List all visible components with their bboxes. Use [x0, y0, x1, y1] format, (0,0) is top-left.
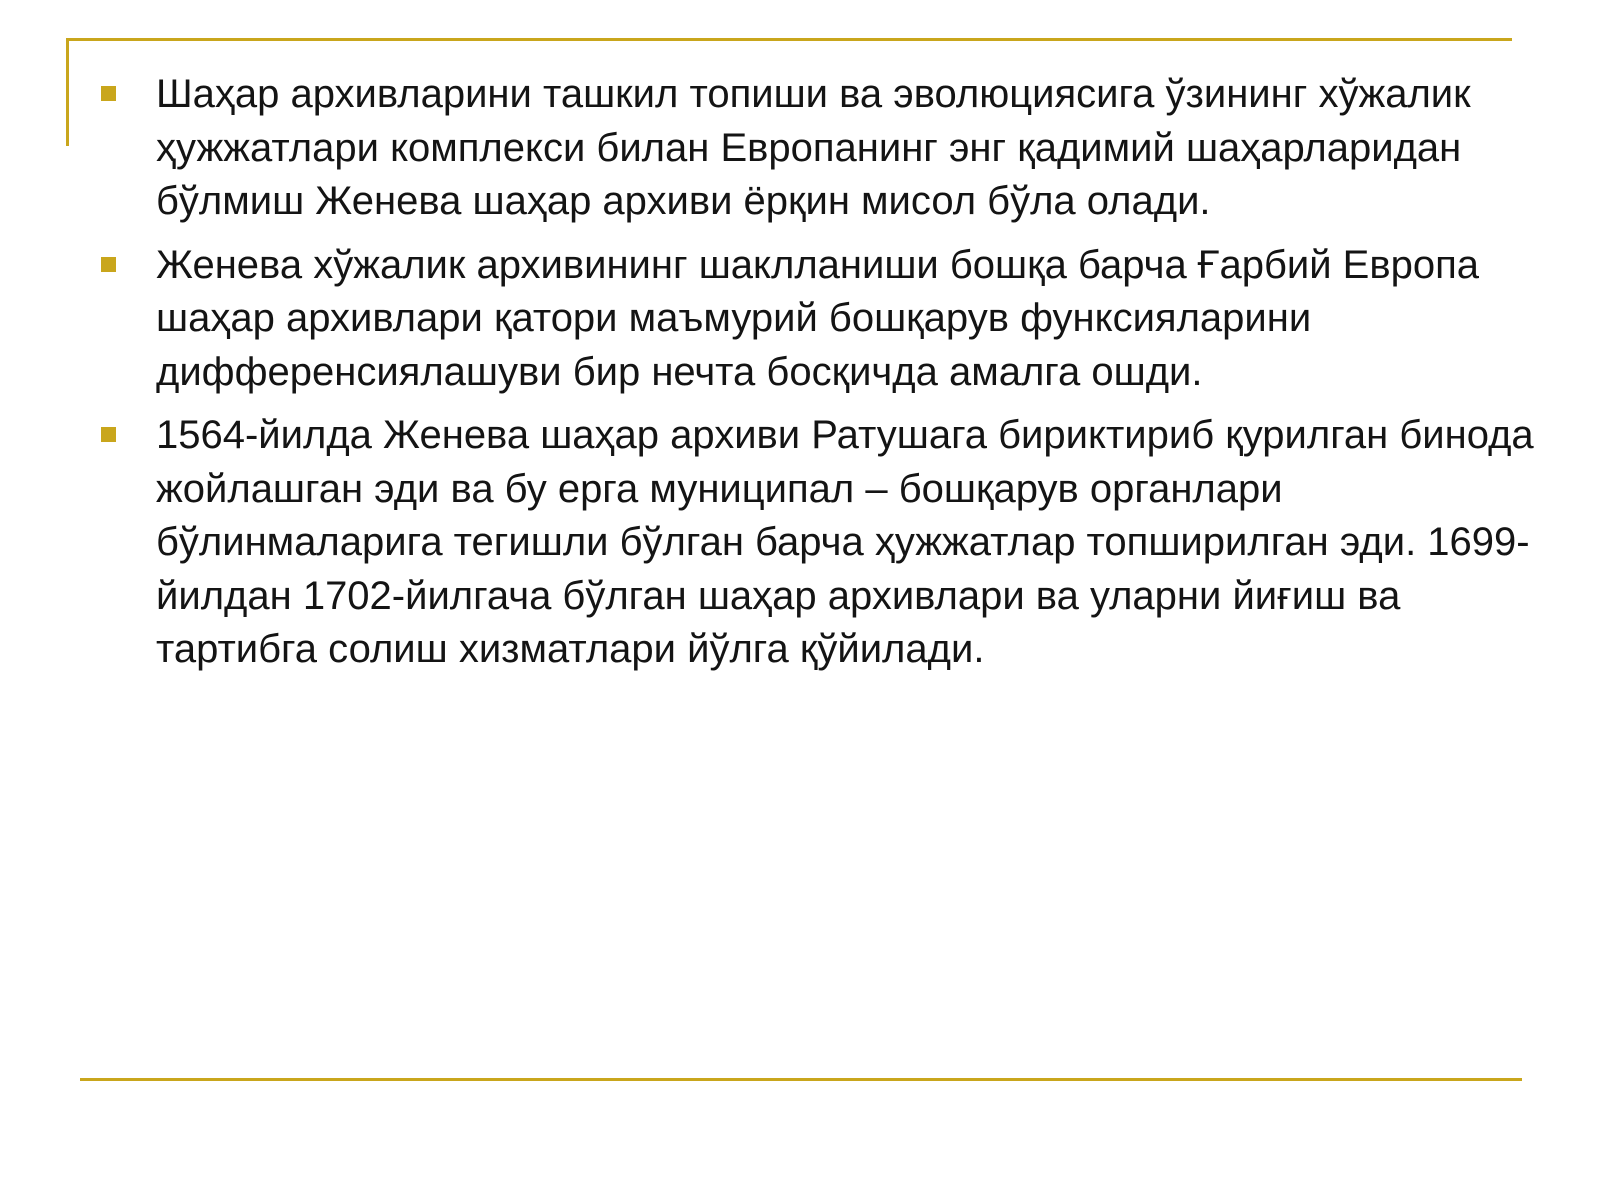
bullet-item [96, 409, 1536, 677]
bullet-text: Шаҳар архивларини ташкил топиши ва эволюциясига ўзининг хўжалик ҳужжатлари комплекси билан Европанинг энг қадимий шаҳарларидан бўлмиш Женева шаҳар архиви ёрқин мисол бўла олади. [156, 72, 1471, 223]
square-bullet-icon [101, 86, 116, 101]
bullet-text: 1564-йилда Женева шаҳар архиви Ратушага бириктириб қурилган бинода жойлашган эди ва бу ерга муниципал – бошқарув органлари бўлинмаларига тегишли бўлган барча ҳужжатлар топширилган эди. 1699-йилдан 1702-йилгача бўлган шаҳар архивлари ва уларни йиғиш ва тартибга солиш хизматлари йўлга қўйилади. [156, 413, 1534, 671]
left-border-line [66, 38, 69, 146]
bullet-list [96, 68, 1536, 687]
bullet-text: Женева хўжалик архивининг шаклланиши бошқа барча Ғарбий Европа шаҳар архивлари қатори маъмурий бошқарув функсияларини дифференсиялашуви бир нечта босқичда амалга ошди. [156, 242, 1479, 394]
bottom-border-line [80, 1078, 1522, 1081]
square-bullet-icon [101, 257, 116, 272]
top-border-line [66, 38, 1512, 41]
square-bullet-icon [101, 427, 116, 442]
bullet-item [96, 239, 1536, 400]
bullet-item [96, 68, 1536, 229]
